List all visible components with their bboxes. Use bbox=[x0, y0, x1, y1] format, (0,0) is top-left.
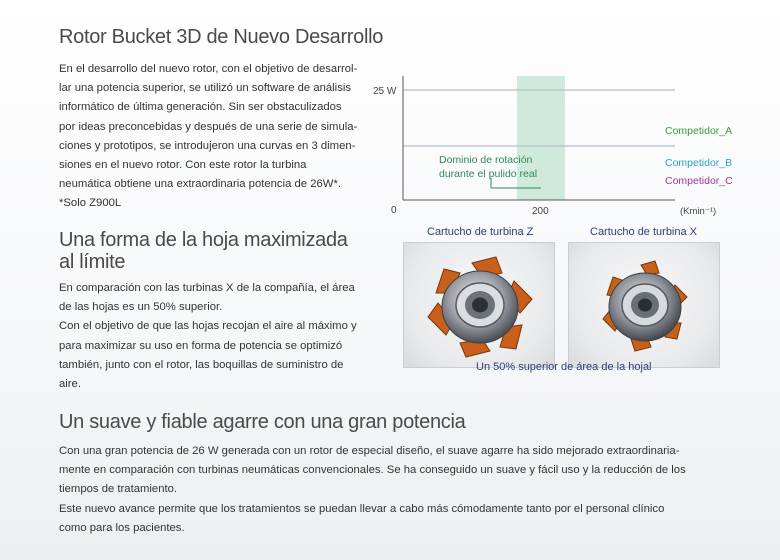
paragraph-line: Con el objetivo de que las hojas recojan el aire al máximo y bbox=[59, 320, 357, 333]
section2-title-line1: Una forma de la hoja maximizada bbox=[59, 229, 348, 251]
paragraph-line: como para los pacientes. bbox=[59, 521, 185, 534]
paragraph-line: tiempos de tratamiento. bbox=[59, 483, 178, 496]
rotation-domain-band bbox=[517, 76, 565, 200]
paragraph-line: En el desarrollo del nuevo rotor, con el objetivo de desarrol- bbox=[59, 63, 358, 75]
x-tick-label-0: 0 bbox=[391, 205, 397, 216]
paragraph-line: aire. bbox=[59, 378, 81, 391]
paragraph-line: por ideas preconcebidas y después de una serie de simula- bbox=[59, 120, 358, 133]
paragraph-line: informático de última generación. Sin ser obstaculizados bbox=[59, 101, 342, 114]
x-axis-unit: (Kmin⁻¹) bbox=[680, 206, 717, 217]
section2-title bbox=[59, 229, 348, 273]
section2-title-line2: al límite bbox=[59, 251, 126, 273]
legend-competidor_c: Competidor_C bbox=[665, 175, 733, 187]
caption-turbine-x: Cartucho de turbina X bbox=[590, 226, 698, 238]
legend-competidor_b: Competidor_B bbox=[665, 157, 733, 169]
paragraph-line: siones en el nuevo rotor. Con este rotor la turbina bbox=[59, 159, 307, 172]
legend-competidor_a: Competidor_A bbox=[665, 125, 733, 137]
paragraph-line: Este nuevo avance permite que los tratamientos se puedan llevar a cabo más cómodamente tanto por el personal clínico bbox=[59, 502, 665, 515]
band-label-line1: Dominio de rotación bbox=[439, 154, 533, 166]
comparison-note: Un 50% superior de área de la hojal bbox=[476, 361, 652, 373]
section3-title: Un suave y fiable agarre con una gran potencia bbox=[59, 411, 466, 433]
paragraph-line: *Solo Z900L bbox=[59, 197, 122, 210]
paragraph-line: neumática obtiene una extraordinaria potencia de 26W*. bbox=[59, 178, 341, 191]
paragraph-line: mente en comparación con turbinas neumáticas convencionales. Se ha conseguido un suave y fácil uso y la reducción de los bbox=[59, 464, 686, 477]
paragraph-line: En comparación con las turbinas X de la compañía, el área bbox=[59, 282, 355, 294]
section1-title: Rotor Bucket 3D de Nuevo Desarrollo bbox=[59, 26, 384, 48]
turbine-z-image bbox=[403, 242, 555, 368]
paragraph-line: lar una potencia superior, se utilizó un software de análisis bbox=[59, 82, 352, 95]
band-label-line2: durante el pulido real bbox=[439, 168, 538, 180]
paragraph-line: también, junto con el rotor, las boquillas de suministro de bbox=[59, 358, 344, 371]
turbine-x-image bbox=[568, 242, 720, 368]
x-tick-label-200: 200 bbox=[532, 206, 549, 217]
y-tick-label: 25 W bbox=[373, 86, 397, 97]
paragraph-line: ciones y prototipos, se introdujeron una curvas en 3 dimen- bbox=[59, 139, 356, 152]
power-chart bbox=[365, 70, 750, 220]
section3-paragraph bbox=[59, 442, 721, 538]
section2-paragraph bbox=[59, 279, 366, 394]
section1-paragraph bbox=[59, 60, 366, 214]
paragraph-line: Con una gran potencia de 26 W generada con un rotor de especial diseño, el suave agarre ha sido mejorado extraordinaria- bbox=[59, 445, 680, 457]
paragraph-line: de las hojas es un 50% superior. bbox=[59, 301, 223, 314]
paragraph-line: para maximizar su uso en forma de potencia se optimizó bbox=[59, 339, 343, 352]
caption-turbine-z: Cartucho de turbina Z bbox=[427, 226, 534, 238]
